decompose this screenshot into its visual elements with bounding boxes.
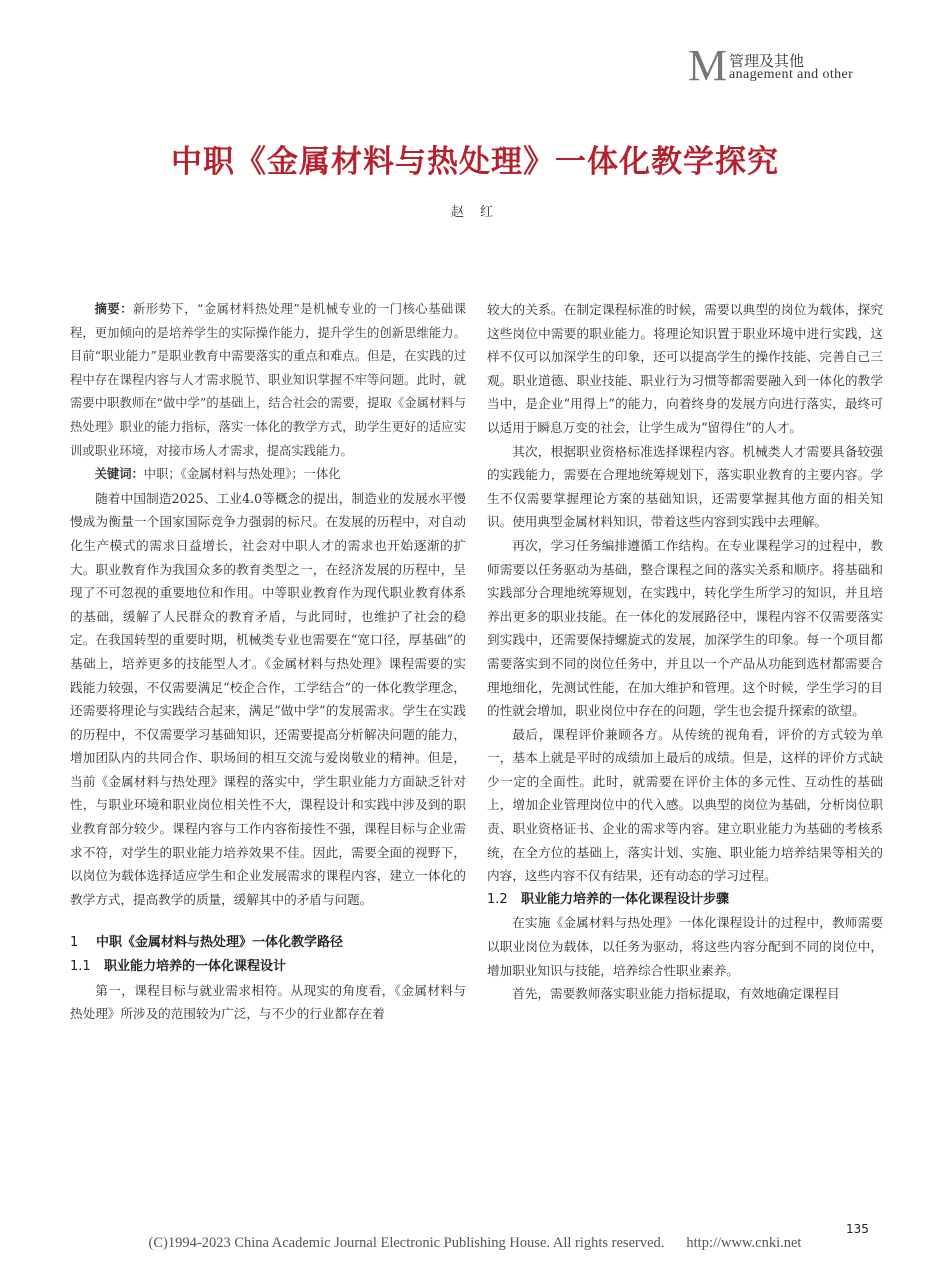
keywords-text: 中职；《金属材料与热处理》；一体化 [143,467,341,482]
section-heading-1-1 [70,955,466,979]
section-number: 1.1 [70,959,91,975]
article-author: 赵 红 [450,205,500,220]
abstract-text: 新形势下，“金属材料热处理”是机械专业的一门核心基础课程，更加倾向的是培养学生的实际操作能力，提升学生的创新思维能力。目前“职业能力”是职业教育中需要落实的重点和难点。但是，在实践的过程中存在课程内容与人才需求脱节、职业知识掌握不牢等问题。此时，就需要中职教师在“做中学”的基础上，结合社会的需要，提取《金属材料与热处理》职业的能力指标，落实一体化的教学方式，助学生更好的适应实训或职业环境，对接市场人才需求，提高实践能力。 [70,302,466,458]
section-title: 中职《金属材料与热处理》一体化教学路径 [96,935,344,951]
section-title: 职业能力培养的一体化课程设计步骤 [521,891,730,907]
abstract [70,298,466,463]
keywords-label: 关键词： [94,467,144,482]
section-heading-1 [70,931,466,955]
section-number: 1.2 [487,891,508,907]
body-paragraph: 其次，根据职业资格标准选择课程内容。机械类人才需要具备较强的实践能力，需要在合理地统筹规划下，落实职业教育的主要内容。学生不仅需要掌握理论方案的基础知识，还需要掌握其他方面的相关知识。使用典型金属材料知识，带着这些内容到实践中去理解。 [487,443,883,530]
copyright-footer [0,1235,950,1252]
cnki-link[interactable]: http://www.cnki.net [686,1235,802,1251]
right-column [487,298,883,1006]
page-number: 135 [846,1222,869,1236]
body-paragraph: 随着中国制造2025、工业4.0等概念的提出，制造业的发展水平慢慢成为衡量一个国家国际竞争力强弱的标尺。在发展的历程中，对自动化生产模式的需求日益增长，社会对中职人才的需求也开始逐渐的扩大。职业教育作为我国众多的教育类型之一，在经济发展的历程中，呈现了不可忽视的重要地位和作用。中等职业教育作为现代职业教育体系的基础，缓解了人民群众的教育矛盾，与此同时，也维护了社会的稳定。在我国转型的重要时期，机械类专业也需要在“宽口径，厚基础”的基础上，培养更多的技能型人才。《金属材料与热处理》课程需要的实践能力较强，不仅需要满足“校企合作，工学结合”的一体化教学理念，还需要将理论与实践结合起来，满足“做中学”的发展需求。学生在实践的历程中，不仅需要学习基础知识，还需要提高分析解决问题的能力，增加团队内的共同合作、职场间的相互交流与爱岗敬业的精神。但是，当前《金属材料与热处理》课程的落实中，学生职业能力方面缺乏针对性，与职业环境和职业岗位相关性不大，课程设计和实践中涉及到的职业教育部分较少。课程内容与工作内容衔接性不强，课程目标与企业需求不符，对学生的职业能力培养效果不佳。因此，需要全面的视野下，以岗位为载体选择适应学生和企业发展需求的课程内容，建立一体化的教学方式，提高教学的质量，缓解其中的矛盾与问题。 [70,490,466,907]
section-heading-1-2 [487,888,883,912]
body-paragraph: 最后，课程评价兼顾各方。从传统的视角看，评价的方式较为单一，基本上就是平时的成绩加上最后的成绩。但是，这样的评价方式缺少一定的全面性。此时，就需要在评价主体的多元性、互动性的基础上，增加企业管理岗位中的代入感。以典型的岗位为基础，分析岗位职责、职业资格证书、企业的需求等内容。建立职业能力为基础的考核系统，在全方位的基础上，落实计划、实施、职业能力培养结果等相关的内容，这些内容不仅有结果，还有动态的学习过程。 [487,726,883,884]
section-title-en: anagement and other [729,67,854,82]
section-number: 1 [70,935,79,951]
body-paragraph: 首先，需要教师落实职业能力指标提取，有效地确定课程目 [512,986,840,1002]
body-paragraph-continued: 较大的关系。在制定课程标准的时候，需要以典型的岗位为载体，探究这些岗位中需要的职业能力。将理论知识置于职业环境中进行实践，这样不仅可以加深学生的印象，还可以提高学生的操作技能、完善自己三观。职业道德、职业技能、职业行为习惯等都需要融入到一体化的教学当中，是企业“用得上”的能力，向着终身的发展方向进行落实，最终可以适用于瞬息万变的社会，让学生成为“留得住”的人才。 [487,302,883,435]
section-title-cn: 管理及其他 [729,52,805,70]
body-paragraph: 第一，课程目标与就业需求相符。从现实的角度看，《金属材料与热处理》所涉及的范围较为广泛，与不少的行业都存在着 [70,982,466,1022]
body-paragraph: 在实施《金属材料与热处理》一体化课程设计的过程中，教师需要以职业岗位为载体，以任务为驱动，将这些内容分配到不同的岗位中，增加职业知识与技能，培养综合性职业素养。 [487,915,883,978]
left-column [70,298,466,1026]
body-paragraph: 再次，学习任务编排遵循工作结构。在专业课程学习的过程中，教师需要以任务驱动为基础，整合课程之间的落实关系和顺序。将基础和实践部分合理地统筹规划，在实践中，转化学生所学习的知识，并且培养出更多的职业技能。在一体化的发展路径中，课程内容不仅需要落实到实践中，还需要保持螺旋式的发展，加深学生的印象。每一个项目都需要落实到不同的岗位任务中，并且以一个产品从功能到选材都需要合理地细化，先测试性能，在加大维护和管理。这个时候，学生学习的目的性就会增加，职业岗位中存在的问题，学生也会提升探索的欲望。 [487,537,883,719]
copyright-text: (C)1994-2023 China Academic Journal Electronic Publishing House. All rights reserved. [148,1235,665,1251]
article-title: 中职《金属材料与热处理》一体化教学探究 [171,144,779,180]
section-initial-letter: M [688,41,728,90]
section-title: 职业能力培养的一体化课程设计 [104,959,287,975]
keywords [70,463,466,487]
abstract-label: 摘要： [94,302,133,316]
